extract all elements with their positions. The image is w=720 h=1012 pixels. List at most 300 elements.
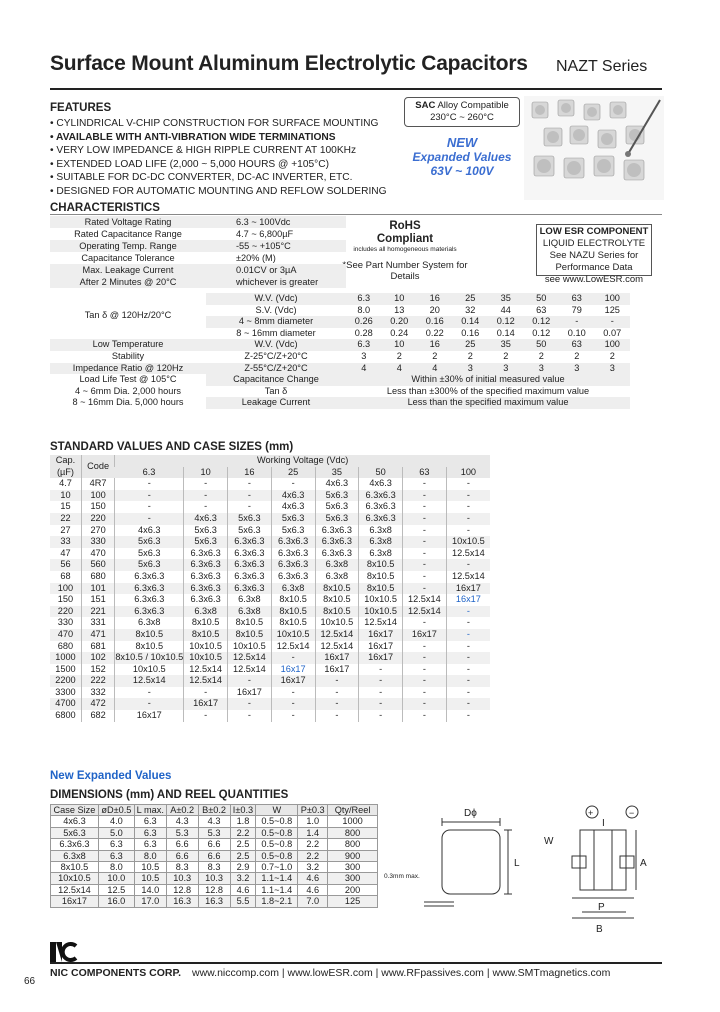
tan-cell: 0.24 [390,327,409,338]
cap-cell: 100 [50,583,81,595]
case-size-cell: 12.5x14 [315,641,359,653]
case-size-cell: - [403,571,447,583]
dimensions-heading: DIMENSIONS (mm) AND REEL QUANTITIES [50,789,289,801]
dimension-cell: 4.6 [230,884,256,895]
code-cell: 331 [81,617,114,629]
case-size-cell: - [403,548,447,560]
dimension-cell: 1000 [328,816,378,827]
wv-cell: 35 [500,293,511,303]
case-size-cell: - [403,501,447,513]
voltage-header: 50 [359,467,403,479]
tan-cell: 0.28 [354,327,373,338]
code-cell: 471 [81,629,114,641]
wv-cell: 10 [394,339,405,350]
table-row [50,629,490,641]
case-size-cell: - [403,513,447,525]
sv-cell: 63 [536,304,547,315]
table-row [50,606,490,618]
case-size-cell: - [184,478,228,490]
cap-cell: 470 [50,629,81,641]
case-size-cell: - [359,675,403,687]
tan-delta-label: Tan δ @ 120Hz/20°C [50,293,206,339]
esr-line: See NAZU Series for Performance Data [549,250,639,273]
wv-cell: 50 [536,293,547,303]
dimension-cell: 1.8 [230,816,256,827]
characteristics-heading: CHARACTERISTICS [50,202,160,214]
wv-cell: 6.3 [357,293,371,303]
wv-cell: 10 [394,293,405,303]
dimension-cell: 8x10.5 [51,862,99,873]
case-size-cell: - [446,501,490,513]
cap-cell: 3300 [55,686,76,697]
standard-values-body [50,478,490,721]
tan-cell: - [610,316,614,327]
standard-values-table [50,455,490,722]
voltage-header: 25 [271,467,315,479]
case-size-cell: - [115,490,184,502]
case-size-cell: - [403,559,447,571]
dimension-cell: 6.3x8 [51,850,99,861]
case-size-cell: 8x10.5 [359,559,403,571]
dimension-cell: 4.0 [98,816,134,827]
case-size-cell: - [228,478,272,490]
dimension-cell: 125 [328,896,378,907]
wv-cell: 16 [429,293,440,303]
case-size-cell: 6.3x6.3 [315,548,359,560]
case-size-cell: - [446,710,490,722]
dimension-cell: 2.5 [230,839,256,850]
dimensions-body [51,816,378,907]
table-row [50,490,490,502]
code-cell: 4R7 [81,478,114,490]
w-label: W [544,836,554,847]
leakage-value: whichever is greater [236,277,319,287]
cap-cell: 15 [60,501,71,512]
z-cell: 2 [396,350,402,361]
page-number: 66 [24,976,36,987]
nic-logo [50,940,78,969]
voltage-header: 63 [403,467,447,479]
part-number-note: *See Part Number System for Details [342,260,468,282]
case-size-cell: 8x10.5 [184,617,228,629]
z-cell: 3 [467,362,473,373]
table-row [50,548,490,560]
case-size-cell: - [115,501,184,513]
dimension-cell: 6.3 [98,839,134,850]
rohs-title: RoHS [389,220,421,232]
d816-label: 8 ~ 16mm diameter [236,327,316,338]
case-size-cell: 8x10.5 / 10x10.5 [115,652,184,663]
expanded-range: 63V ~ 100V [430,164,494,178]
case-size-cell: - [359,710,403,722]
sv-cell: 44 [500,304,511,315]
capacitor-photo [524,96,664,200]
case-size-cell: 6.3x6.3 [184,559,228,571]
rated-cap-label: Rated Capacitance Range [74,229,182,239]
case-size-cell: 16x17 [359,641,403,653]
dimension-header: øD±0.5 [98,805,134,816]
life-value: Within ±30% of initial measured value [346,374,630,386]
tolerance: ±20% (M) [236,253,276,263]
case-size-cell: - [446,664,490,676]
case-size-cell: 5x6.3 [271,513,315,525]
d-label: Dϕ [464,808,477,819]
code-cell: 222 [81,675,114,687]
z-cell: 2 [467,350,473,361]
case-size-cell: 4x6.3 [271,501,315,513]
dimension-cell: 16.3 [166,896,198,907]
sv-cell: 8.0 [357,304,371,315]
table-row [51,827,378,838]
wv-cell: 100 [604,293,620,303]
sv-cell: 125 [604,304,620,315]
cap-header-text: Cap. [55,455,76,465]
rated-voltage: 6.3 ~ 100Vdc [236,217,291,227]
case-size-cell: - [115,698,184,710]
case-size-cell: 6.3x6.3 [315,536,359,548]
case-size-cell: - [446,525,490,537]
life-item: Tan δ [264,385,288,396]
wv-cell: 63 [571,339,582,350]
tan-cell: 0.14 [461,316,480,327]
table-row [51,884,378,895]
case-size-cell: 6.3x6.3 [271,536,315,548]
cap-cell: 2200 [50,675,81,687]
case-size-cell: 12.5x14 [184,664,228,676]
characteristics-rule [50,214,662,215]
z-cell: 2 [609,350,615,361]
code-cell: 151 [81,594,114,606]
dimension-cell: 3.2 [230,873,256,884]
leakage-value: 0.01CV or 3µA [236,265,297,275]
case-size-cell: 5x6.3 [184,525,228,537]
case-size-cell: 10x10.5 [115,664,184,676]
case-size-cell: 4x6.3 [271,490,315,502]
d48-label: 4 ~ 8mm diameter [238,316,314,327]
case-size-cell: 12.5x14 [184,675,228,687]
dimension-cell: 16x17 [51,896,99,907]
lt-label: Low Temperature [92,339,164,350]
case-size-cell: 12.5x14 [228,664,272,676]
z25-label: Z-25°C/Z+20°C [244,350,308,361]
case-size-cell: - [184,490,228,502]
z-cell: 2 [574,350,580,361]
dimension-cell: 12.5x14 [51,884,99,895]
tan-cell: 0.12 [496,316,515,327]
dimension-header: A±0.2 [166,805,198,816]
case-size-cell: 12.5x14 [115,675,184,687]
case-size-cell: 8x10.5 [315,606,359,618]
dimension-cell: 1.4 [298,827,328,838]
case-size-cell: - [315,698,359,710]
case-size-cell: 8x10.5 [184,629,228,641]
temp-range: -55 ~ +105°C [236,241,291,251]
voltage-header: 16 [228,467,272,479]
dimension-cell: 4.3 [198,816,230,827]
dimension-cell: 2.2 [298,839,328,850]
table-row [50,675,490,687]
table-row [51,873,378,884]
tan-cell: 0.16 [461,327,480,338]
dimension-cell: 800 [328,827,378,838]
dimension-cell: 16.3 [198,896,230,907]
p-label: P [598,902,605,913]
dimension-cell: 10.5 [134,862,166,873]
dimension-cell: 6.6 [166,850,198,861]
code-cell: 680 [81,571,114,583]
case-size-cell: 4x6.3 [115,525,184,537]
case-size-cell: 12.5x14 [446,548,490,560]
case-size-cell: 5x6.3 [115,548,184,560]
feature-item: • AVAILABLE WITH ANTI-VIBRATION WIDE TERMINATIONS [50,131,336,143]
cap-cell: 22 [50,513,81,525]
case-size-cell: - [315,687,359,699]
code-cell: 100 [81,490,114,502]
footer-links[interactable]: www.niccomp.com | www.lowESR.com | www.RFpassives.com | www.SMTmagnetics.com [192,967,611,979]
case-size-cell: - [446,687,490,699]
dimension-cell: 6.3 [134,839,166,850]
dimension-cell: 5.3 [166,827,198,838]
code-cell: 220 [81,513,114,525]
sac-temp: 230°C ~ 260°C [430,112,494,123]
wv-cell: 63 [571,293,582,303]
cap-cell: 6800 [55,710,76,721]
case-size-cell: 10x10.5 [315,617,359,629]
dimension-cell: 1.0 [298,816,328,827]
cap-cell: 10 [50,490,81,502]
series-name: NAZT Series [556,58,648,75]
dimension-cell: 200 [328,884,378,895]
case-size-cell: 6.3x6.3 [184,571,228,583]
dimension-cell: 6.6 [166,839,198,850]
case-size-cell: - [315,710,359,722]
case-size-cell: 10x10.5 [184,652,228,664]
wv-label: W.V. (Vdc) [254,339,298,350]
case-size-cell: 4x6.3 [184,513,228,525]
cap-cell: 56 [50,559,81,571]
cap-cell: 33 [50,536,81,548]
z-cell: 3 [538,362,544,373]
leakage-label: After 2 Minutes @ 20°C [79,277,177,287]
features-list [50,117,387,199]
dimension-cell: 0.5~0.8 [256,850,298,861]
case-size-cell: - [403,525,447,537]
characteristics-table-bottom [50,293,630,409]
case-size-cell: 10x10.5 [228,641,272,653]
dimension-cell: 8.3 [198,862,230,873]
dimension-cell: 4.6 [298,873,328,884]
esr-link[interactable]: see www.LowESR.com [544,274,644,285]
rohs-block [340,220,470,282]
case-size-cell: - [403,687,447,699]
case-size-cell: 8x10.5 [271,594,315,606]
tan-cell: 0.12 [532,316,551,327]
dimension-cell: 12.5 [98,884,134,895]
case-size-cell: 6.3x6.3 [115,583,184,595]
case-size-cell: - [271,710,315,722]
code-cell: 681 [81,641,114,653]
case-size-cell: - [403,652,447,664]
z-cell: 2 [503,350,509,361]
case-size-cell: 16x17 [359,652,403,664]
voltage-header: 6.3 [115,467,184,479]
wv-cell: 35 [500,339,511,350]
sv-cell: 79 [571,304,582,315]
wv-cell: 100 [604,339,620,350]
life-label: 8 ~ 16mm Dia. 5,000 hours [72,397,184,408]
dimension-cell: 7.0 [298,896,328,907]
case-size-cell: 6.3x6.3 [184,548,228,560]
case-size-cell: 6.3x6.3 [228,583,272,595]
case-size-cell: 4x6.3 [315,478,359,490]
dimension-cell: 6.3x6.3 [51,839,99,850]
z-cell: 3 [574,362,580,373]
cap-header-unit: (µF) [56,466,74,477]
case-size-cell: - [228,698,272,710]
title-rule [50,88,662,90]
sv-cell: 32 [465,304,476,315]
case-size-cell: - [446,559,490,571]
table-row [50,617,490,629]
case-size-cell: 10x10.5 [271,629,315,641]
case-size-cell: 6.3x6.3 [228,536,272,548]
case-size-cell: - [228,490,272,502]
case-size-cell: 16x17 [115,710,184,722]
table-row [50,559,490,571]
tan-cell: 0.22 [425,327,444,338]
case-size-cell: - [403,664,447,676]
case-size-cell: 6.3x6.3 [359,513,403,525]
z-cell: 2 [432,350,438,361]
code-cell: 332 [81,687,114,699]
case-size-cell: 6.3x6.3 [228,548,272,560]
dimension-cell: 10.3 [198,873,230,884]
dimension-cell: 5x6.3 [51,827,99,838]
life-label: Load Life Test @ 105°C [79,374,177,385]
tan-cell: 0.20 [390,316,409,327]
code-cell: 270 [81,525,114,537]
sv-cell: 20 [429,304,440,315]
case-size-cell: - [359,664,403,676]
esr-line: LIQUID ELECTROLYTE [542,238,646,249]
feature-item: • VERY LOW IMPEDANCE & HIGH RIPPLE CURRENT AT 100KHz [50,145,357,157]
dimension-cell: 10.0 [98,873,134,884]
dimension-cell: 0.5~0.8 [256,816,298,827]
case-size-cell: 6.3x8 [228,606,272,618]
case-size-cell: - [115,478,184,490]
cap-header [50,455,81,478]
tan-cell: 0.10 [567,327,586,338]
case-size-cell: - [446,641,490,653]
case-size-cell: 6.3x8 [359,525,403,537]
case-size-cell: 6.3x6.3 [115,606,184,618]
case-size-cell: - [403,478,447,490]
wv-cell: 25 [465,339,476,350]
case-size-cell: - [446,478,490,490]
lt-label: Stability [111,350,145,361]
case-size-cell: 12.5x14 [403,606,447,618]
dimension-cell: 2.5 [230,850,256,861]
leakage-label: Max. Leakage Current [82,265,174,275]
dimension-cell: 16.0 [98,896,134,907]
features-heading: FEATURES [50,102,112,114]
case-size-cell: 5x6.3 [315,501,359,513]
table-row [51,839,378,850]
rated-cap: 4.7 ~ 6,800µF [236,229,294,239]
z-cell: 4 [361,362,367,373]
feature-item: • EXTENDED LOAD LIFE (2,000 ~ 5,000 HOURS @ +105°C) [50,158,330,170]
case-size-cell: - [446,617,490,629]
dimensions-table [50,804,378,908]
case-size-cell: - [228,501,272,513]
case-size-cell: 6.3x8 [315,559,359,571]
sac-bold: SAC [415,100,436,111]
cap-cell: 1000 [50,652,81,664]
case-size-cell: - [403,583,447,595]
lt-label: Impedance Ratio @ 120Hz [72,362,184,373]
case-size-cell: - [403,536,447,548]
dimension-cell: 17.0 [134,896,166,907]
life-item: Leakage Current [206,397,346,409]
company-name: NIC COMPONENTS CORP. [50,967,182,979]
dimension-cell: 6.6 [198,839,230,850]
esr-title: LOW ESR COMPONENT [539,226,649,237]
case-size-cell: 16x17 [315,664,359,676]
cap-cell: 27 [60,524,71,535]
cap-cell: 4.7 [59,478,72,489]
characteristics-table-top [50,216,346,288]
tan-cell: 0.26 [354,316,373,327]
clearance-note: 0.3mm max. [384,873,420,880]
dimension-cell: 0.5~0.8 [256,839,298,850]
table-row [51,850,378,861]
case-size-cell: 8x10.5 [228,617,272,629]
case-size-cell: - [403,641,447,653]
temp-label: Operating Temp. Range [79,241,177,251]
tan-cell: 0.12 [532,327,551,338]
rohs-compliant: Compliant [376,233,434,245]
case-size-cell: 8x10.5 [315,594,359,606]
case-size-cell: - [446,652,490,664]
feature-item: • DESIGNED FOR AUTOMATIC MOUNTING AND REFLOW SOLDERING [50,185,387,197]
case-size-cell: 16x17 [228,687,272,699]
code-cell: 470 [81,548,114,560]
dimension-cell: 14.0 [134,884,166,895]
case-size-cell: 8x10.5 [228,629,272,641]
case-size-cell: - [271,687,315,699]
tan-cell: 0.14 [496,327,515,338]
dimension-cell: 4x6.3 [51,816,99,827]
case-size-cell: 6.3x6.3 [359,490,403,502]
feature-item: • CYLINDRICAL V-CHIP CONSTRUCTION FOR SURFACE MOUNTING [50,118,379,129]
table-row [51,816,378,827]
case-size-cell: 8x10.5 [315,583,359,595]
case-size-cell: - [228,710,272,722]
nic-logo-mark [50,940,78,964]
dimension-header: I±0.3 [230,805,256,816]
z55-label: Z-55°C/Z+20°C [244,362,308,373]
wv-cell: 25 [465,293,476,303]
case-size-cell: 6.3x8 [228,594,272,606]
dimension-cell: 300 [328,862,378,873]
tan-cell: 0.16 [425,316,444,327]
dimension-header: L max. [134,805,166,816]
case-size-cell: 10x10.5 [359,606,403,618]
case-size-cell: 8x10.5 [271,617,315,629]
wv-cell: 50 [536,339,547,350]
case-size-cell: - [184,687,228,699]
voltage-header: 35 [315,467,359,479]
